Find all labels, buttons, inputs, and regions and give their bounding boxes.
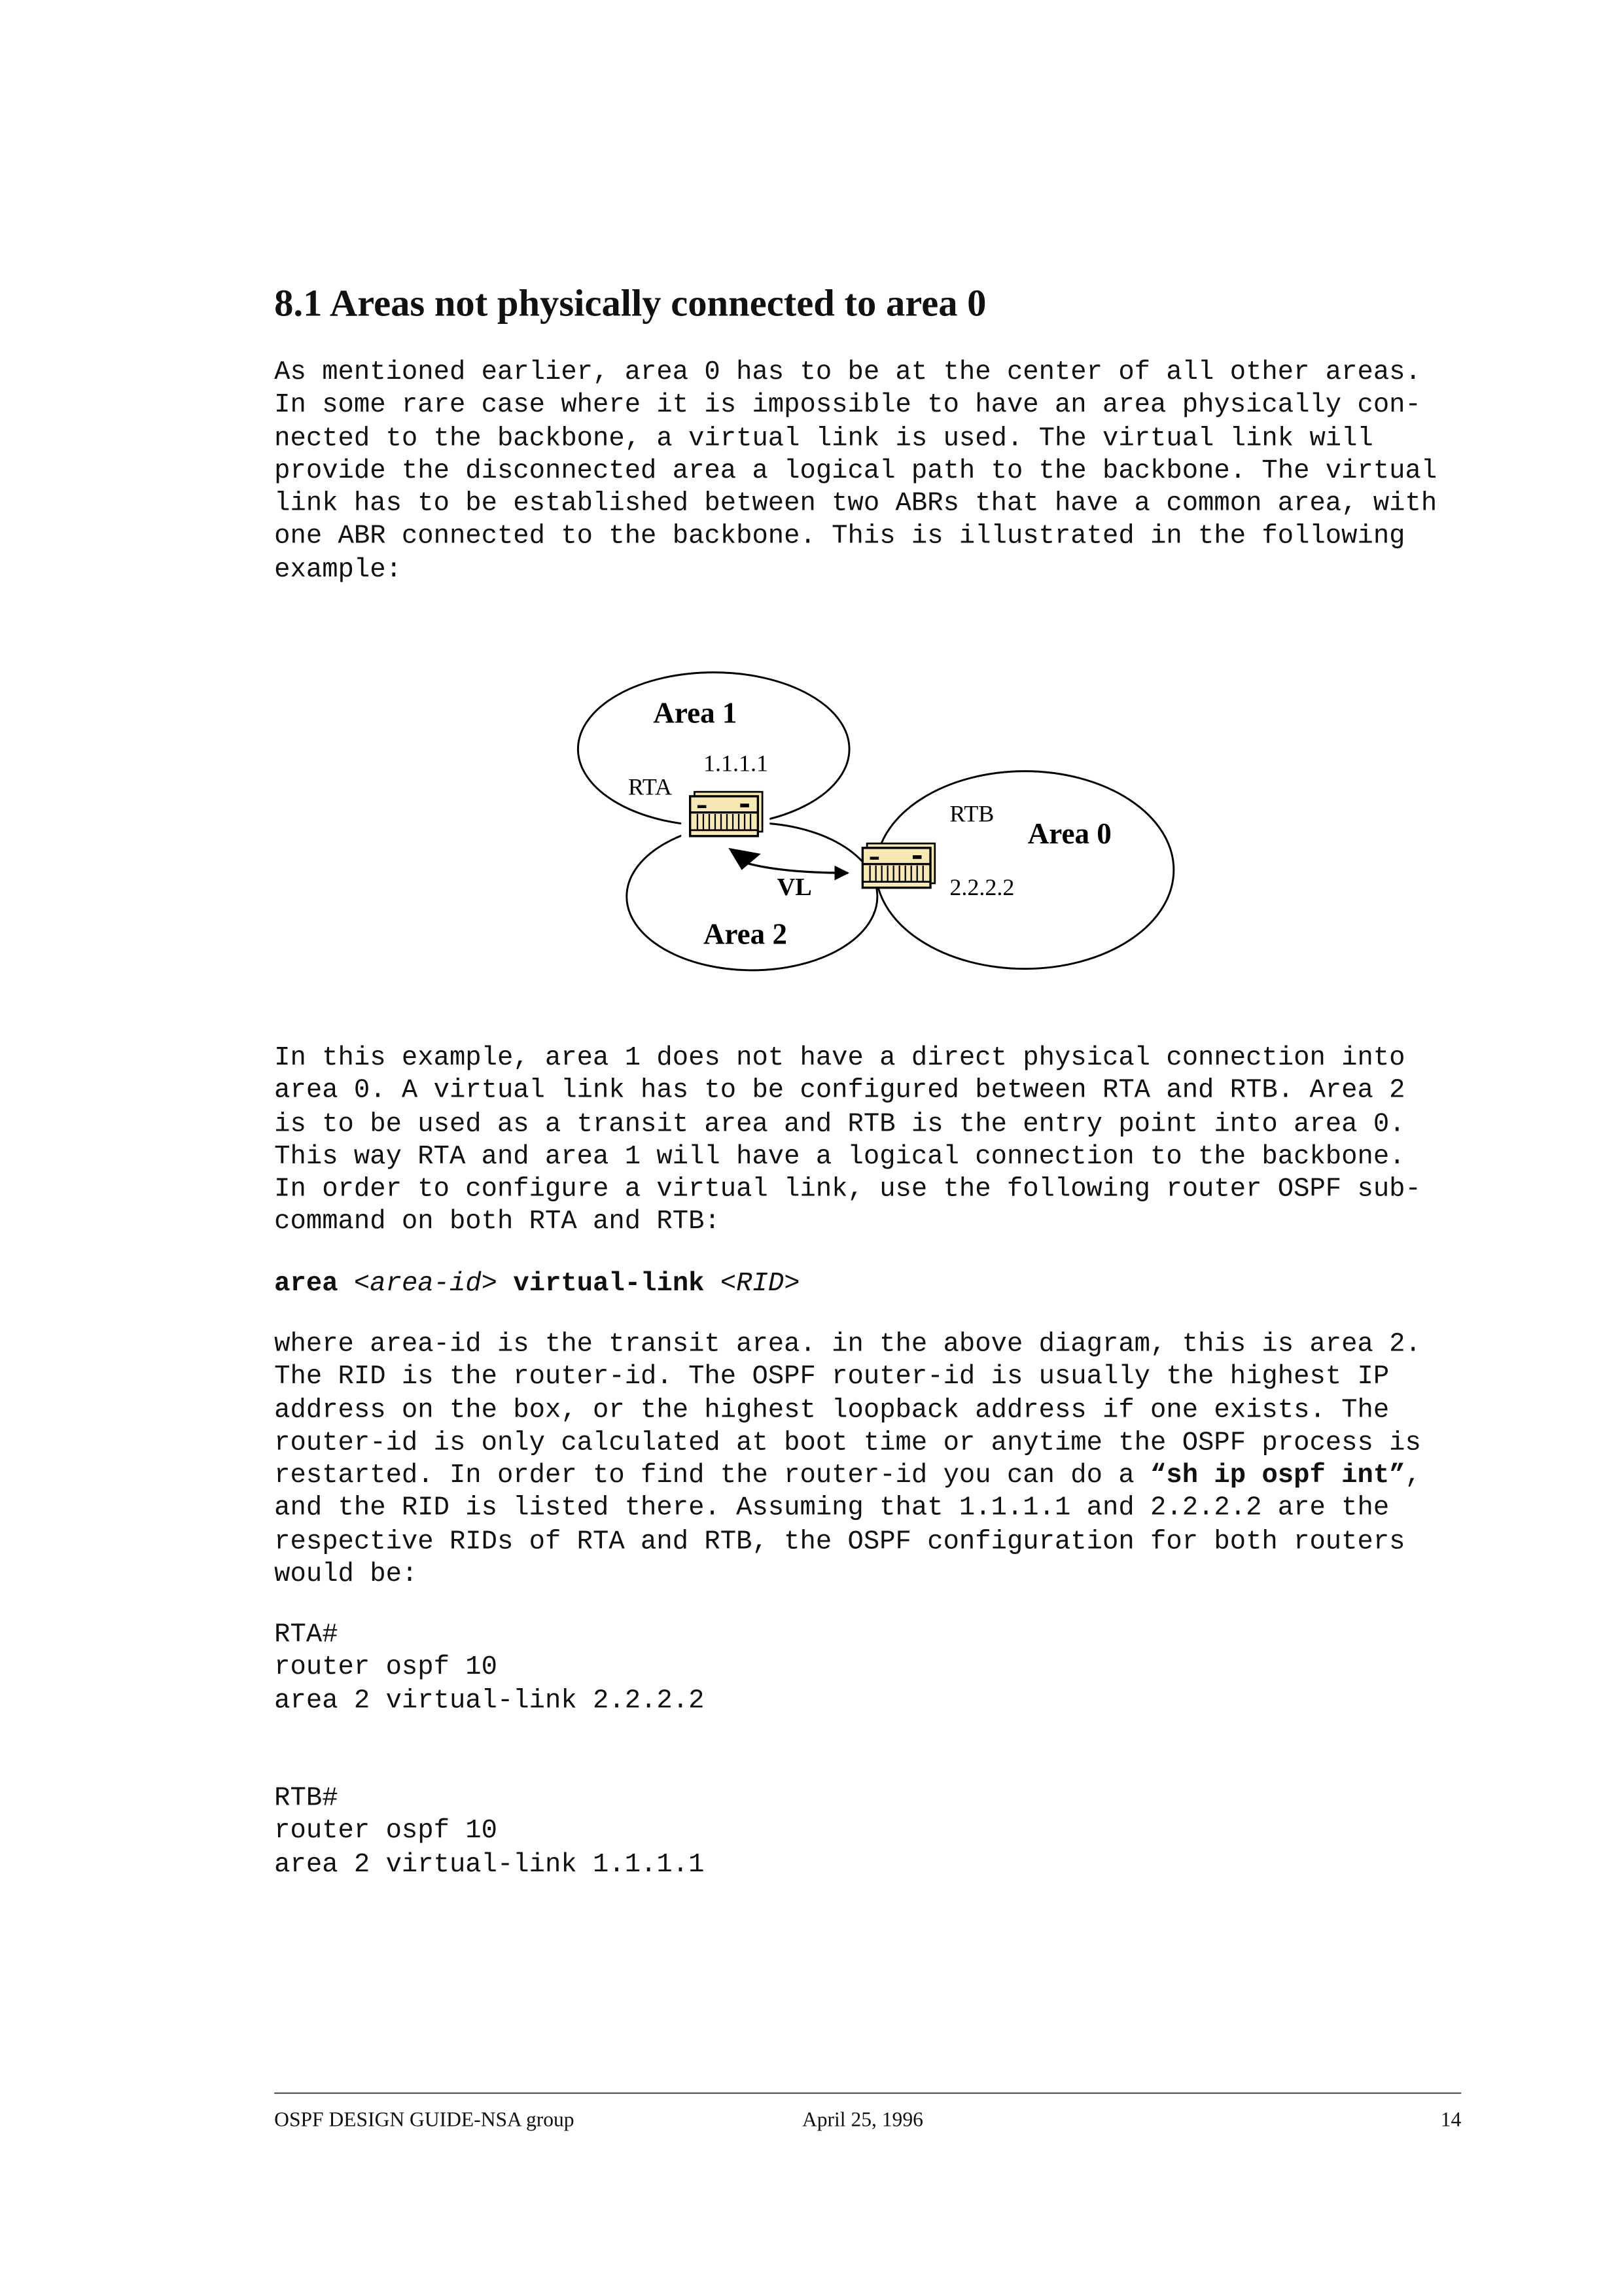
text-line: and the RID is listed there. Assuming that 1.1.1.1 and 2.2.2.2 are the bbox=[274, 1494, 1390, 1525]
code-line: RTA# bbox=[274, 1620, 338, 1650]
paragraph-rid bbox=[274, 1328, 1421, 1591]
command-keyword: area bbox=[274, 1269, 338, 1299]
text-line: address on the box, or the highest loopback address if one exists. The bbox=[274, 1396, 1390, 1426]
rtb-label: RTB bbox=[949, 800, 995, 827]
code-line: area 2 virtual-link 1.1.1.1 bbox=[274, 1850, 705, 1880]
paragraph-example bbox=[274, 1042, 1421, 1239]
text-line: where area-id is the transit area. in the above diagram, this is area 2. bbox=[274, 1330, 1421, 1360]
text-line: is to be used as a transit area and RTB is the entry point into area 0. bbox=[274, 1110, 1405, 1140]
text-line: As mentioned earlier, area 0 has to be at the center of all other areas. bbox=[274, 358, 1421, 388]
text-segment: , bbox=[1405, 1461, 1421, 1491]
command-keyword: virtual-link bbox=[513, 1269, 705, 1299]
virtual-link-diagram bbox=[0, 0, 1622, 1033]
area-2-label: Area 2 bbox=[703, 917, 788, 951]
text-line: This way RTA and area 1 will have a logical connection to the backbone. bbox=[274, 1142, 1405, 1173]
text-line: one ABR connected to the backbone. This is illustrated in the following bbox=[274, 522, 1405, 552]
text-line: nected to the backbone, a virtual link is used. The virtual link will bbox=[274, 424, 1373, 454]
rta-id-label: 1.1.1.1 bbox=[703, 750, 769, 777]
text-line: would be: bbox=[274, 1560, 418, 1590]
text-line: link has to be established between two ABRs that have a common area, with bbox=[274, 489, 1437, 520]
code-rtb bbox=[274, 1783, 704, 1882]
text-line: respective RIDs of RTA and RTB, the OSPF configuration for both routers bbox=[274, 1527, 1405, 1557]
text-line: area 0. A virtual link has to be configured between RTA and RTB. Area 2 bbox=[274, 1076, 1405, 1106]
area-0-label: Area 0 bbox=[1027, 817, 1112, 851]
text-line bbox=[274, 1460, 1421, 1492]
text-line: In some rare case where it is impossible to have an area physically con- bbox=[274, 391, 1421, 421]
command-line bbox=[274, 1268, 800, 1301]
text-line: router-id is only calculated at boot time or anytime the OSPF process is bbox=[274, 1428, 1421, 1458]
rtb-id-label: 2.2.2.2 bbox=[949, 874, 1015, 900]
footer-date: April 25, 1996 bbox=[802, 2110, 923, 2132]
command-syntax bbox=[274, 1268, 800, 1301]
router-rta-icon bbox=[690, 792, 762, 836]
text-line: provide the disconnected area a logical path to the backbone. The virtual bbox=[274, 457, 1437, 487]
virtual-link-arrow bbox=[745, 862, 848, 873]
text-line: example: bbox=[274, 556, 402, 586]
vl-label: VL bbox=[777, 873, 812, 901]
text-segment: restarted. In order to find the router-id you can do a bbox=[274, 1461, 1151, 1491]
section-heading: 8.1 Areas not physically connected to area 0 bbox=[274, 281, 987, 325]
code-line: RTB# bbox=[274, 1784, 338, 1814]
text-line: In this example, area 1 does not have a direct physical connection into bbox=[274, 1044, 1405, 1074]
area-1-label: Area 1 bbox=[653, 696, 737, 730]
code-line: router ospf 10 bbox=[274, 1817, 497, 1847]
footer-title: OSPF DESIGN GUIDE-NSA group bbox=[274, 2110, 574, 2132]
rta-label: RTA bbox=[628, 773, 673, 800]
command-argument: <RID> bbox=[720, 1269, 800, 1299]
code-rta bbox=[274, 1619, 704, 1718]
inline-command: “sh ip ospf int” bbox=[1150, 1461, 1405, 1491]
text-line: The RID is the router-id. The OSPF router-id is usually the highest IP bbox=[274, 1362, 1390, 1393]
code-line: area 2 virtual-link 2.2.2.2 bbox=[274, 1686, 705, 1716]
text-line: command on both RTA and RTB: bbox=[274, 1208, 720, 1238]
command-argument: <area-id> bbox=[353, 1269, 498, 1299]
text-line: In order to configure a virtual link, use the following router OSPF sub- bbox=[274, 1175, 1421, 1205]
page-number: 14 bbox=[1440, 2110, 1462, 2132]
virtual-link-arrowhead-icon bbox=[728, 848, 761, 870]
code-line: router ospf 10 bbox=[274, 1653, 497, 1684]
footer-divider bbox=[274, 2093, 1461, 2094]
router-rtb-icon bbox=[862, 843, 934, 888]
